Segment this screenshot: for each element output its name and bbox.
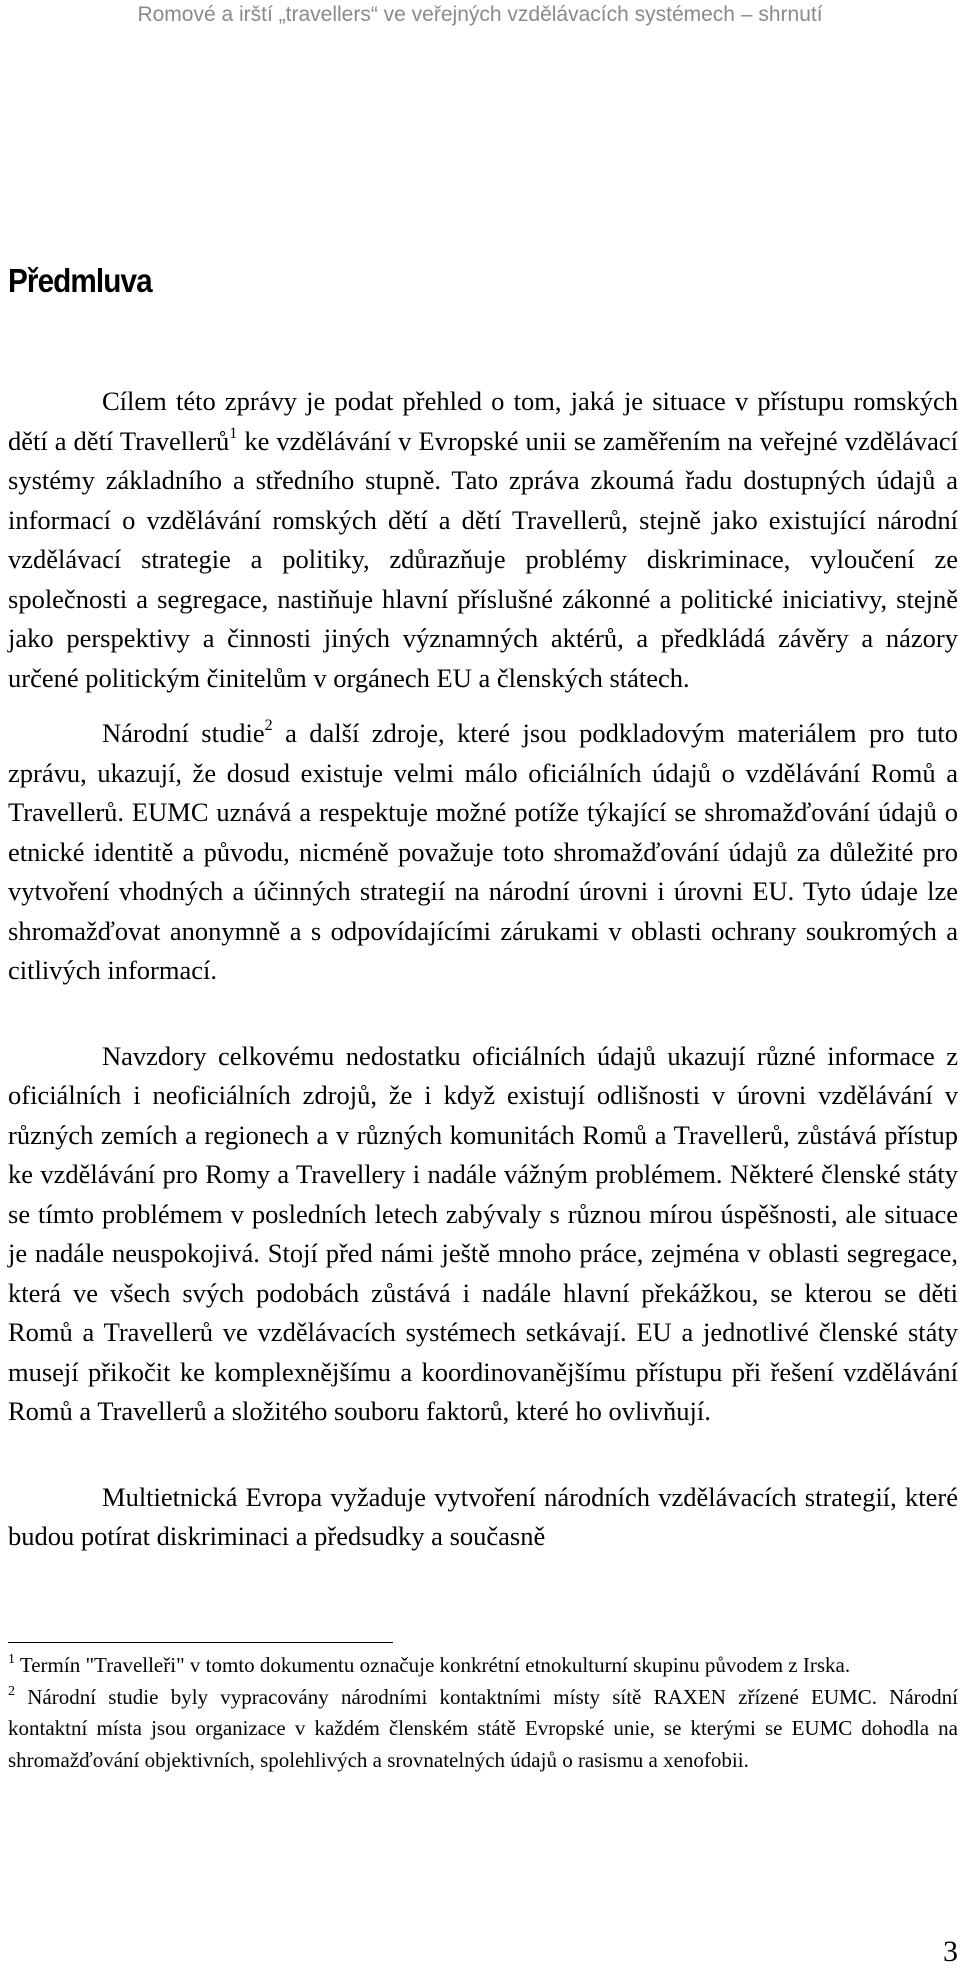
paragraph-4: Multietnická Evropa vyžaduje vytvoření národních vzdělávacích strategií, které budou potírat diskriminaci a předsudky a současně xyxy=(8,1481,958,1551)
footnotes xyxy=(8,1650,958,1776)
footnote-separator xyxy=(8,1642,393,1643)
paragraph-1 xyxy=(8,382,958,698)
running-header: Romové a irští „travellers“ ve veřejných vzdělávacích systémech – shrnutí xyxy=(137,3,823,26)
body-text xyxy=(8,382,958,1557)
footnote-ref-2[interactable]: 2 xyxy=(264,717,273,734)
paragraph-2-text-b: a další zdroje, které jsou podkladovým materiálem pro tuto zprávu, ukazují, že dosud existuje velmi málo oficiálních údajů o vzdělávání Romů a Travellerů. EUMC uznává a respektuje možné potíže týkající se shromažďování údajů o etnické identitě a původu, nicméně považuje toto shromažďování údajů za důležité pro vytvoření vhodných a účinných strategií na národní úrovni i úrovni EU. Tyto údaje lze shromažďovat anonymně a s odpovídajícími zárukami v oblasti ochrany soukromých a citlivých informací. xyxy=(8,718,959,985)
paragraph-2 xyxy=(8,714,958,991)
paragraph-2-text-a: Národní studie xyxy=(102,718,265,748)
paragraph-3: Navzdory celkovému nedostatku oficiálních údajů ukazují různé informace z oficiálních i neoficiálních zdrojů, že i když existují odlišnosti v úrovni vzdělávání v různých zemích a regionech a v různých komunitách Romů a Travellerů, zůstává přístup ke vzdělávání pro Romy a Travellery i nadále vážným problémem. Některé členské státy se tímto problémem v posledních letech zabývaly s různou mírou úspěšnosti, ale situace je nadále neuspokojivá. Stojí před námi ještě mnoho práce, zejména v oblasti segregace, která ve všech svých podobách zůstává i nadále hlavní překážkou, se kterou se děti Romů a Travellerů ve vzdělávacích systémech setkávají. EU a jednotlivé členské státy musejí přikočit ke komplexnějšímu a koordinovanějšímu přístupu při řešení vzdělávání Romů a Travellerů a složitého souboru faktorů, které ho ovlivňují. xyxy=(8,1040,958,1426)
footnote-1-text: Termín "Travelleři" v tomto dokumentu označuje konkrétní etnokulturní skupinu původem z Irska. xyxy=(15,1653,851,1677)
page-number: 3 xyxy=(943,1935,958,1968)
footnote-1-number: 1 xyxy=(8,1652,15,1667)
footnote-2 xyxy=(8,1682,958,1777)
section-heading: Předmluva xyxy=(8,262,152,299)
paragraph-1-text-b: ke vzdělávání v Evropské unii se zaměřením na veřejné vzdělávací systémy základního a středního stupně. Tato zpráva zkoumá řadu dostupných údajů a informací o vzdělávání romských dětí a dětí Travellerů, stejně jako existující národní vzdělávací strategie a politiky, zdůrazňuje problémy diskriminace, vyloučení ze společnosti a segregace, nastiňuje hlavní příslušné zákonné a politické iniciativy, stejně jako perspektivy a činnosti jiných významných aktérů, a předkládá závěry a názory určené politickým činitelům v orgánech EU a členských státech. xyxy=(8,425,958,693)
paragraph-1-text-a: Cílem této zprávy je podat přehled o tom, jaká je situace v přístupu romských dětí a dětí Travellerů xyxy=(8,386,958,456)
footnote-1 xyxy=(8,1650,958,1682)
footnote-ref-1[interactable]: 1 xyxy=(229,424,238,442)
footnote-2-number: 2 xyxy=(8,1683,15,1699)
footnote-2-text: Národní studie byly vypracovány národními kontaktními místy sítě RAXEN zřízené EUMC. Národní kontaktní místa jsou organizace v každém členském státě Evropské unie, se kterými se EUMC dohodla na shromažďování objektivních, spolehlivých a srovnatelných údajů o rasismu a xenofobii. xyxy=(8,1684,958,1772)
